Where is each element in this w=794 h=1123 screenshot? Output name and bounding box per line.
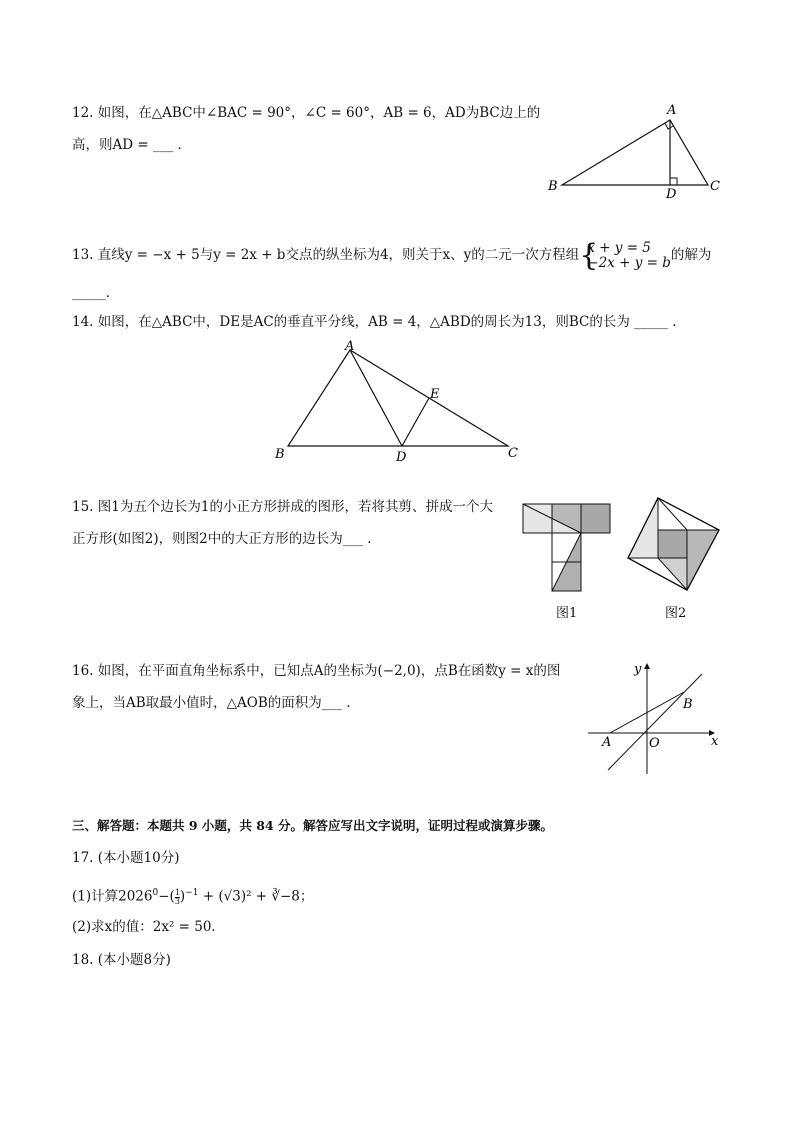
q13-line1 (72, 237, 712, 273)
q12-triangle-figure (540, 100, 730, 204)
q15-figure1-t-shape (520, 502, 615, 594)
q17-part1: (1)计算$2026^0-$( $\frac{1}{3}$ )$^{-1}$ + (√3)² + ∛−8； (72, 887, 314, 906)
q13-eq1: x + y = 5 (587, 239, 651, 256)
label-y: y (634, 662, 642, 677)
right-angle-mark-d (670, 178, 677, 185)
q18-title: 18. (本小题8分) (72, 952, 171, 968)
q14-line: 14. 如图，在△ABC中，DE是AC的垂直平分线，AB = 4，△ABD的周长为13，则BC的长为 _____ ． (72, 314, 686, 330)
segment-ad (350, 350, 402, 446)
label-c: C (710, 179, 720, 194)
label-a: A (667, 103, 677, 118)
q16-coordinate-figure (584, 658, 724, 778)
q16-line1: 16. 如图，在平面直角坐标系中，已知点A的坐标为(−2,0)，点B在函数y = x的图 (72, 663, 561, 679)
q17-part2: (2)求x的值：2x² = 50． (72, 919, 225, 935)
triangle-abc (288, 350, 508, 446)
label-e: E (430, 387, 440, 402)
q16-line2: 象上，当AB取最小值时，△AOB的面积为___ ． (72, 695, 360, 711)
q15-line1: 15. 图1为五个边长为1的小正方形拼成的图形，若将其剪、拼成一个大 (72, 499, 493, 515)
q15-caption1: 图1 (556, 606, 578, 621)
label-x: x (711, 734, 719, 749)
section3-heading: 三、解答题：本题共 9 小题，共 84 分。解答应写出文字说明，证明过程或演算步骤。 (72, 818, 554, 833)
q15-caption2: 图2 (665, 606, 687, 621)
q13-equation-system: { x + y = 5 −2x + y = b (579, 237, 671, 273)
segment-de (402, 398, 429, 446)
q13-text-after: 的解为 (670, 247, 712, 263)
q13-text-before: 13. 直线y = −x + 5与y = 2x + b交点的纵坐标为4，则关于x、y的二元一次方程组 (72, 247, 580, 263)
q15-figure2-big-square (626, 496, 722, 592)
label-d: D (666, 187, 677, 202)
label-b: B (683, 697, 693, 712)
label-d: D (396, 450, 407, 465)
fraction-one-third: $\frac{1}{3}$ (174, 887, 180, 906)
label-c: C (508, 446, 518, 461)
q15-line2: 正方形(如图2)，则图2中的大正方形的边长为___ ． (72, 531, 381, 547)
q12-line1: 12. 如图，在△ABC中∠BAC = 90°，∠C = 60°，AB = 6，AD为BC边上的 (72, 105, 541, 121)
q17-title: 17. (本小题10分) (72, 850, 180, 866)
q14-triangle-figure (270, 338, 530, 466)
line-y-equals-x (608, 674, 702, 770)
label-b: B (275, 447, 285, 462)
label-a: A (345, 339, 355, 354)
label-a: A (602, 735, 612, 750)
q13-line2: _____． (72, 285, 120, 301)
label-b: B (548, 179, 558, 194)
triangle-abc (562, 120, 708, 185)
q12-line2: 高，则AD = ___ ． (72, 137, 192, 153)
q13-eq2: −2x + y = b (587, 254, 671, 271)
label-o: O (649, 736, 660, 751)
